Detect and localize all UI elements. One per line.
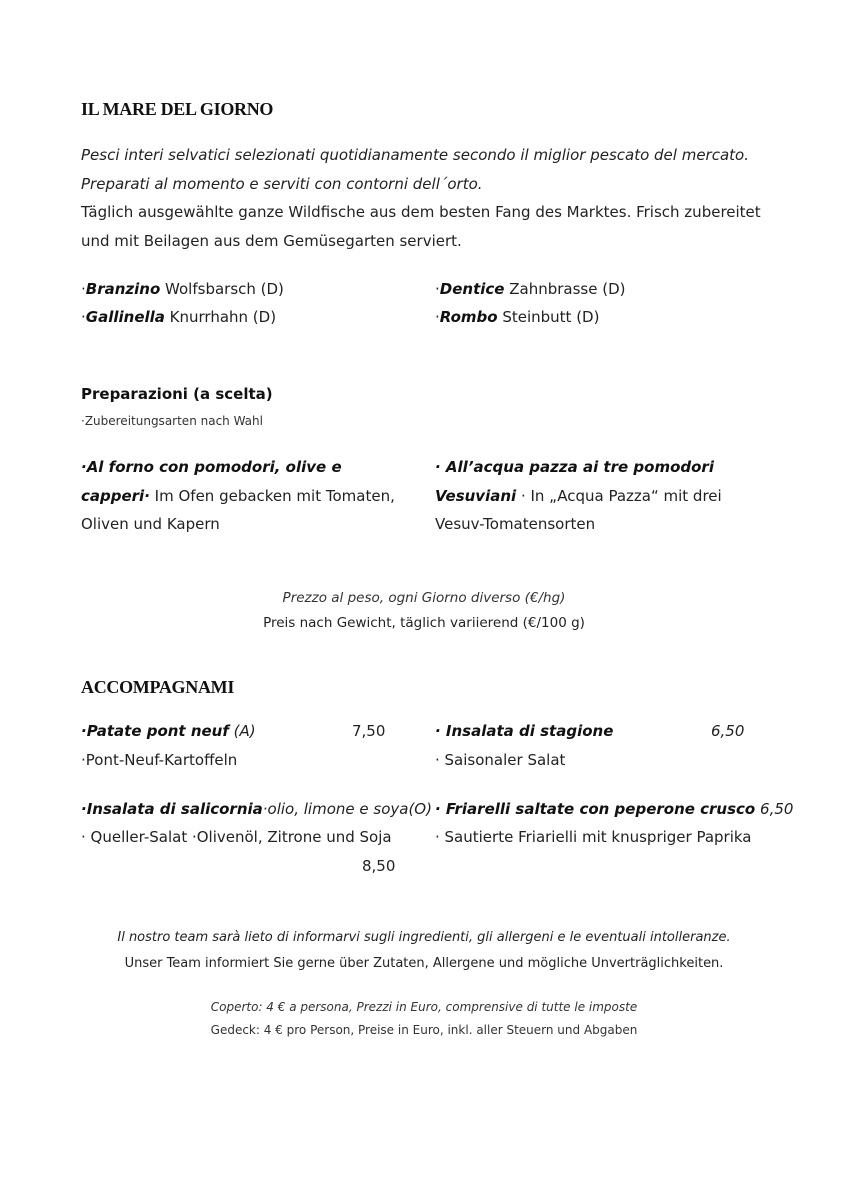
preparazioni-title: Preparazioni (a scelta) [81, 385, 273, 403]
side-dish-price: 8,50 [362, 857, 396, 875]
intro-italian-line-2: Preparati al momento e serviti con contorni dell´orto. [81, 175, 483, 193]
preparation-right-name: Vesuviani [435, 487, 517, 505]
side-dish-name [435, 800, 793, 818]
cover-charge-italian: Coperto: 4 € a persona, Prezzi in Euro, comprensive di tutte le imposte [210, 1000, 638, 1014]
side-dish-price: 6,50 [711, 722, 745, 740]
price-note-italian: Prezzo al peso, ogni Giorno diverso (€/hg) [282, 590, 566, 606]
fish-name: Gallinella [85, 308, 165, 326]
preparation-left-german: Im Ofen gebacken mit Tomaten, [149, 487, 395, 505]
intro-italian-line-1: Pesci interi selvatici selezionati quotidianamente secondo il miglior pescato del mercato. [81, 146, 749, 164]
preparation-left-line-1: ·Al forno con pomodori, olive e [81, 458, 342, 476]
side-dish-allergen: (A) [228, 722, 256, 740]
section-title-mare: IL MARE DEL GIORNO [81, 99, 274, 119]
side-dish-italian: ·Insalata di salicornia [81, 800, 263, 818]
preparation-right-line-1: · All’acqua pazza ai tre pomodori [435, 458, 714, 476]
fish-name: Dentice [439, 280, 505, 298]
side-dish-name [81, 800, 432, 818]
section-title-accompagnami: ACCOMPAGNAMI [81, 677, 235, 697]
fish-bullet: · [435, 280, 440, 298]
fish-name: Rombo [439, 308, 498, 326]
fish-german: Zahnbrasse (D) [504, 280, 626, 298]
side-dish-name [81, 722, 256, 740]
side-dish-german: ·Pont-Neuf-Kartoffeln [81, 751, 238, 769]
fish-german: Knurrhahn (D) [164, 308, 277, 326]
side-dish-ingredients: ·olio, limone e soya(O) [262, 800, 432, 818]
allergy-note-italian: Il nostro team sarà lieto di informarvi sugli ingredienti, gli allergeni e le eventuali intolleranze. [117, 930, 731, 945]
preparation-right-line-2 [435, 487, 722, 505]
intro-german-line-2: und mit Beilagen aus dem Gemüsegarten serviert. [81, 232, 462, 250]
fish-bullet: · [81, 308, 86, 326]
side-dish-italian: · Friarelli saltate con peperone crusco [435, 800, 756, 818]
side-dish-name: · Insalata di stagione [435, 722, 614, 740]
fish-german: Steinbutt (D) [497, 308, 600, 326]
price-note-german: Preis nach Gewicht, täglich variierend (€/100 g) [263, 615, 585, 631]
fish-item [435, 280, 625, 298]
preparation-left-name: capperi· [81, 487, 150, 505]
intro-german-line-1: Täglich ausgewählte ganze Wildfische aus dem besten Fang des Marktes. Frisch zubereitet [81, 203, 761, 221]
preparation-right-german: · In „Acqua Pazza“ mit drei [516, 487, 722, 505]
side-dish-price: 6,50 [760, 800, 794, 818]
side-dish-italian: ·Patate pont neuf [81, 722, 229, 740]
fish-item [435, 308, 599, 326]
cover-charge-german: Gedeck: 4 € pro Person, Preise in Euro, inkl. aller Steuern und Abgaben [210, 1023, 638, 1037]
side-dish-german: · Sautierte Friarielli mit knuspriger Paprika [435, 828, 752, 846]
fish-item [81, 308, 276, 326]
fish-name: Branzino [85, 280, 161, 298]
side-dish-german: · Queller-Salat ·Olivenöl, Zitrone und Soja [81, 828, 392, 846]
fish-bullet: · [81, 280, 86, 298]
preparation-left-line-2 [81, 487, 395, 505]
fish-german: Wolfsbarsch (D) [160, 280, 284, 298]
preparation-right-line-3: Vesuv-Tomatensorten [435, 515, 596, 533]
fish-bullet: · [435, 308, 440, 326]
side-dish-price: 7,50 [352, 722, 386, 740]
fish-item [81, 280, 284, 298]
side-dish-german: · Saisonaler Salat [435, 751, 566, 769]
preparation-left-line-3: Oliven und Kapern [81, 515, 220, 533]
preparazioni-subtitle: ·Zubereitungsarten nach Wahl [81, 414, 263, 428]
allergy-note-german: Unser Team informiert Sie gerne über Zutaten, Allergene und mögliche Unverträglichkeiten. [124, 956, 724, 971]
